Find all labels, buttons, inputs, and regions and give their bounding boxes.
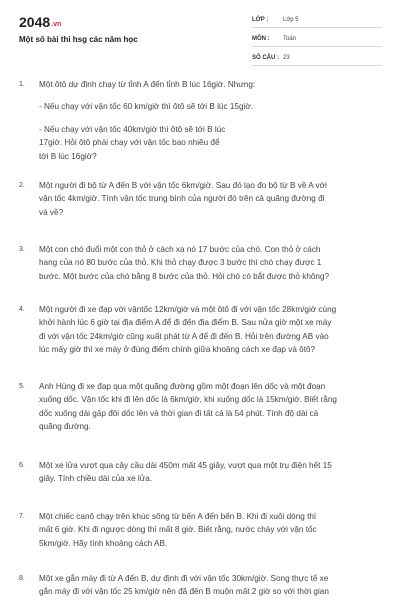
- document-header: [0, 0, 400, 70]
- question-number: 2.: [19, 182, 25, 189]
- question-line: đi với vận tốc 24km/giờ cũng xuất phát từ A để đi đến B. Hỏi trên đường AB vào: [39, 331, 329, 341]
- question-number: 8.: [19, 575, 25, 582]
- question-line: vận tốc 4km/giờ. Tính vận tốc trung bình của người đó trên cả quãng đường đi: [39, 194, 325, 204]
- question-line: Một xe lửa vượt qua cây cầu dài 450m mất 45 giây, vượt qua một trụ điện hết 15: [39, 461, 332, 470]
- question-number: 6.: [19, 462, 25, 469]
- question-line: Anh Hùng đi xe đạp qua một quãng đường gồm một đoạn lên dốc và một đoạn: [39, 382, 326, 391]
- question-text: [39, 510, 384, 550]
- question-line: Một xe gắn máy đi từ A đến B, dự định đi với vận tốc 30km/giờ. Song thực tế xe: [39, 574, 329, 583]
- logo-extension: .vn: [51, 21, 62, 28]
- question-line: xuống dốc. Vận tốc khi đi lên dốc là 6km/giờ, khi xuống dốc là 15km/giờ. Biết rằng: [39, 395, 337, 405]
- question-text: [39, 380, 384, 434]
- question-line: gắn máy đi với vận tốc 25 km/giờ nên đã đến B muộn mất 2 giờ so với thời gian: [39, 587, 329, 597]
- meta-label: MÔN :: [252, 35, 270, 42]
- question-text: [39, 78, 384, 163]
- question-line: Một con chó đuổi một con thỏ ở cách xa nó 17 bước của chó. Con thỏ ở cách: [39, 245, 321, 254]
- meta-row-count: [252, 50, 382, 66]
- document-meta: [252, 12, 382, 69]
- question-text: [39, 243, 384, 283]
- meta-value: Toán: [283, 35, 297, 42]
- question-line: Một người đi bộ từ A đến B với vận tốc 6km/giờ. Sau đó lạo đo bộ từ B về A với: [39, 181, 327, 190]
- question-line: 17giờ. Hỏi ôtô phải chạy với vận tốc bao nhiêu để: [39, 138, 220, 148]
- logo-number: 2048: [19, 14, 51, 30]
- question-text: [39, 572, 384, 599]
- question-line: - Nếu chạy với vận tốc 40km/giờ thì ôtô sẽ tới B lúc: [39, 124, 226, 134]
- question-line: quãng đường.: [39, 422, 91, 432]
- document-title: Một số bài thi hsg các năm học: [19, 35, 138, 44]
- question-line: tới B lúc 16giờ?: [39, 151, 97, 161]
- meta-label: SỐ CÂU :: [252, 54, 279, 61]
- question-line: dốc xuống dài gấp đôi dốc lên và thời gian đi tất cả là 54 phút. Tính độ dài cả: [39, 408, 319, 418]
- meta-value: 23: [283, 54, 290, 61]
- question-line: Một ôtô dự định chạy từ tỉnh A đến tỉnh B lúc 16giờ. Nhưng:: [39, 80, 256, 89]
- meta-label: LỚP :: [252, 16, 269, 23]
- question-line: - Nếu chạy với vận tốc 60 km/giờ thì ôtô sẽ tới B lúc 15giờ.: [39, 102, 253, 112]
- question-text: [39, 179, 384, 219]
- question-line: giây. Tính chiều dài của xe lửa.: [39, 474, 153, 484]
- question-number: 4.: [19, 306, 25, 313]
- question-line: mất 6 giờ. Khi đi ngược dòng thì mất 8 giờ. Biết rằng, nước chảy với vận tốc: [39, 525, 317, 535]
- question-line: bước. Một bước của chó bằng 8 bước của thỏ. Hỏi chó có bắt được thỏ không?: [39, 271, 330, 281]
- question-line: Một chiếc canô chạy trên khúc sông từ bến A đến bến B. Khi đi xuôi dòng thì: [39, 512, 317, 521]
- question-number: 5.: [19, 383, 25, 390]
- question-text: [39, 459, 384, 486]
- question-line: khởi hành lúc 6 giờ tại địa điểm A để đi đến địa điểm B. Sau nửa giờ một xe máy: [39, 318, 332, 328]
- meta-value: Lớp 5: [283, 16, 299, 23]
- question-number: 7.: [19, 513, 25, 520]
- meta-row-subject: [252, 31, 382, 47]
- question-line: hang của nó 80 bước của thỏ. Khi thỏ chạy được 3 bước thì chó chạy được 1: [39, 258, 322, 268]
- question-line: và về?: [39, 207, 64, 217]
- question-text: [39, 303, 384, 357]
- meta-row-class: [252, 12, 382, 28]
- question-number: 3.: [19, 246, 25, 253]
- question-line: lúc mấy giờ thì xe máy ở đúng điểm chính giữa khoảng cách xe đạp và ôtô?: [39, 345, 316, 355]
- question-line: 5km/giờ. Hãy tính khoảng cách AB.: [39, 538, 168, 548]
- question-line: Một người đi xe đạp với vậntốc 12km/giờ và một ôtô đi với vận tốc 28km/giờ cùng: [39, 305, 337, 314]
- question-number: 1.: [19, 81, 25, 88]
- site-logo[interactable]: [19, 14, 61, 30]
